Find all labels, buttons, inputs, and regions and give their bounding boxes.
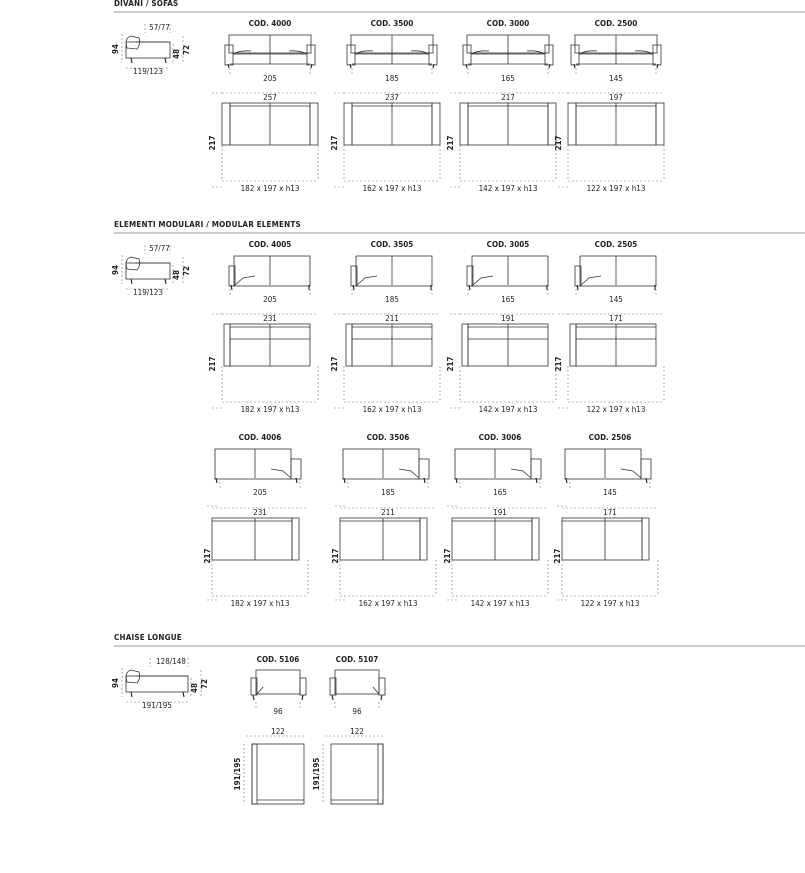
width-label: 205 xyxy=(263,295,277,304)
product-code: COD. 3006 xyxy=(478,433,522,442)
depth-label: 119/123 xyxy=(133,67,163,76)
width-label: 231 xyxy=(253,508,267,517)
plan-view-item xyxy=(222,314,318,414)
depth-label: 217 xyxy=(446,135,455,151)
width-label: 217 xyxy=(501,93,515,102)
side-view xyxy=(111,23,191,76)
bed-size-label: 182 x 197 x h13 xyxy=(230,599,290,608)
product-code: COD. 3506 xyxy=(366,433,410,442)
product-code: COD. 3505 xyxy=(370,240,414,249)
height-label: 94 xyxy=(111,677,120,689)
bed-size-label: 122 x 197 x h13 xyxy=(586,184,646,193)
width-label: 185 xyxy=(381,488,395,497)
depth-dimension xyxy=(331,506,345,600)
section-title: CHAISE LONGUE xyxy=(114,633,182,642)
plan-view-item xyxy=(340,508,436,608)
seat-depth-label: 128/148 xyxy=(156,657,186,666)
width-label: 205 xyxy=(253,488,267,497)
width-label: 237 xyxy=(385,93,399,102)
product-code: COD. 5106 xyxy=(256,655,300,664)
bed-size-label: 142 x 197 x h13 xyxy=(470,599,530,608)
height-label: 94 xyxy=(111,264,120,276)
chaise-plan-item xyxy=(233,727,306,804)
depth-label: 191/195 xyxy=(312,757,321,791)
plan-view-item xyxy=(562,508,658,608)
depth-dimension xyxy=(443,506,457,600)
product-code: COD. 3500 xyxy=(370,19,414,28)
bed-size-label: 162 x 197 x h13 xyxy=(362,184,422,193)
side-view xyxy=(111,657,209,710)
depth-dimension xyxy=(208,93,222,187)
depth-label: 217 xyxy=(443,548,452,564)
depth-label: 217 xyxy=(553,548,562,564)
depth-label: 217 xyxy=(446,356,455,372)
width-label: 171 xyxy=(609,314,623,323)
width-label: 185 xyxy=(385,74,399,83)
depth-label: 191/195 xyxy=(142,701,172,710)
section-title: DIVANI / SOFAS xyxy=(114,0,179,8)
seat-height-label: 48 xyxy=(172,269,181,281)
depth-label: 217 xyxy=(554,356,563,372)
depth-label: 217 xyxy=(331,548,340,564)
width-label: 191 xyxy=(493,508,507,517)
width-label: 122 xyxy=(350,727,364,736)
arm-height-label: 72 xyxy=(182,265,191,277)
product-code: COD. 2505 xyxy=(594,240,638,249)
depth-label: 217 xyxy=(330,356,339,372)
width-label: 165 xyxy=(493,488,507,497)
width-label: 145 xyxy=(603,488,617,497)
front-view-item xyxy=(229,240,310,304)
seat-height-label: 48 xyxy=(190,682,199,694)
height-label: 94 xyxy=(111,43,120,55)
front-view-item xyxy=(343,433,429,497)
depth-dimension xyxy=(330,93,344,187)
arm-height-label: 72 xyxy=(182,44,191,56)
bed-size-label: 162 x 197 x h13 xyxy=(358,599,418,608)
side-view xyxy=(111,244,191,297)
section-header xyxy=(114,220,805,233)
depth-dimension xyxy=(330,314,344,408)
depth-label: 217 xyxy=(330,135,339,151)
width-label: 122 xyxy=(271,727,285,736)
width-label: 145 xyxy=(609,295,623,304)
depth-dimension xyxy=(554,314,568,408)
front-view-item xyxy=(565,433,651,497)
plan-view-item xyxy=(212,508,308,608)
section-header xyxy=(114,0,805,12)
plan-view-item xyxy=(460,314,556,414)
depth-dimension xyxy=(208,314,222,408)
bed-size-label: 142 x 197 x h13 xyxy=(478,405,538,414)
width-label: 257 xyxy=(263,93,277,102)
depth-label: 191/195 xyxy=(233,757,242,791)
depth-label: 217 xyxy=(208,356,217,372)
width-label: 205 xyxy=(263,74,277,83)
seat-height-label: 48 xyxy=(172,48,181,60)
depth-dimension xyxy=(553,506,567,600)
front-view-item xyxy=(463,19,553,83)
bed-size-label: 142 x 197 x h13 xyxy=(478,184,538,193)
plan-view-item xyxy=(568,93,664,193)
bed-size-label: 162 x 197 x h13 xyxy=(362,405,422,414)
depth-label: 217 xyxy=(208,135,217,151)
product-code: COD. 2506 xyxy=(588,433,632,442)
width-label: 96 xyxy=(273,707,283,716)
plan-view-item xyxy=(568,314,664,414)
width-label: 171 xyxy=(603,508,617,517)
bed-size-label: 122 x 197 x h13 xyxy=(580,599,640,608)
width-label: 191 xyxy=(501,314,515,323)
section-header xyxy=(114,633,805,646)
width-label: 96 xyxy=(352,707,362,716)
depth-dimension xyxy=(446,314,460,408)
chaise-plan-item xyxy=(312,727,385,804)
front-view-item xyxy=(351,240,432,304)
front-view-item xyxy=(215,433,301,497)
depth-dimension xyxy=(203,506,217,600)
front-view-item xyxy=(455,433,541,497)
width-label: 165 xyxy=(501,295,515,304)
width-label: 231 xyxy=(263,314,277,323)
width-label: 145 xyxy=(609,74,623,83)
front-view-item xyxy=(571,19,661,83)
chaise-front-item xyxy=(330,655,385,716)
product-code: COD. 5107 xyxy=(335,655,379,664)
width-label: 165 xyxy=(501,74,515,83)
depth-label: 217 xyxy=(203,548,212,564)
bed-size-label: 182 x 197 x h13 xyxy=(240,184,300,193)
seat-depth-label: 57/77 xyxy=(149,23,170,32)
plan-view-item xyxy=(344,314,440,414)
plan-view-item xyxy=(344,93,440,193)
plan-view-item xyxy=(452,508,548,608)
depth-dimension xyxy=(446,93,460,187)
chaise-front-item xyxy=(251,655,306,716)
product-code: COD. 3000 xyxy=(486,19,530,28)
section-title: ELEMENTI MODULARI / MODULAR ELEMENTS xyxy=(114,220,301,229)
arm-height-label: 72 xyxy=(200,678,209,690)
seat-depth-label: 57/77 xyxy=(149,244,170,253)
width-label: 185 xyxy=(385,295,399,304)
depth-label: 217 xyxy=(554,135,563,151)
product-code: COD. 2500 xyxy=(594,19,638,28)
width-label: 211 xyxy=(381,508,395,517)
product-code: COD. 4000 xyxy=(248,19,292,28)
width-label: 211 xyxy=(385,314,399,323)
front-view-item xyxy=(467,240,548,304)
front-view-item xyxy=(347,19,437,83)
plan-view-item xyxy=(460,93,556,193)
product-code: COD. 4006 xyxy=(238,433,282,442)
product-code: COD. 3005 xyxy=(486,240,530,249)
front-view-item xyxy=(575,240,656,304)
bed-size-label: 182 x 197 x h13 xyxy=(240,405,300,414)
front-view-item xyxy=(225,19,315,83)
plan-view-item xyxy=(222,93,318,193)
bed-size-label: 122 x 197 x h13 xyxy=(586,405,646,414)
depth-label: 119/123 xyxy=(133,288,163,297)
product-code: COD. 4005 xyxy=(248,240,292,249)
width-label: 197 xyxy=(609,93,623,102)
